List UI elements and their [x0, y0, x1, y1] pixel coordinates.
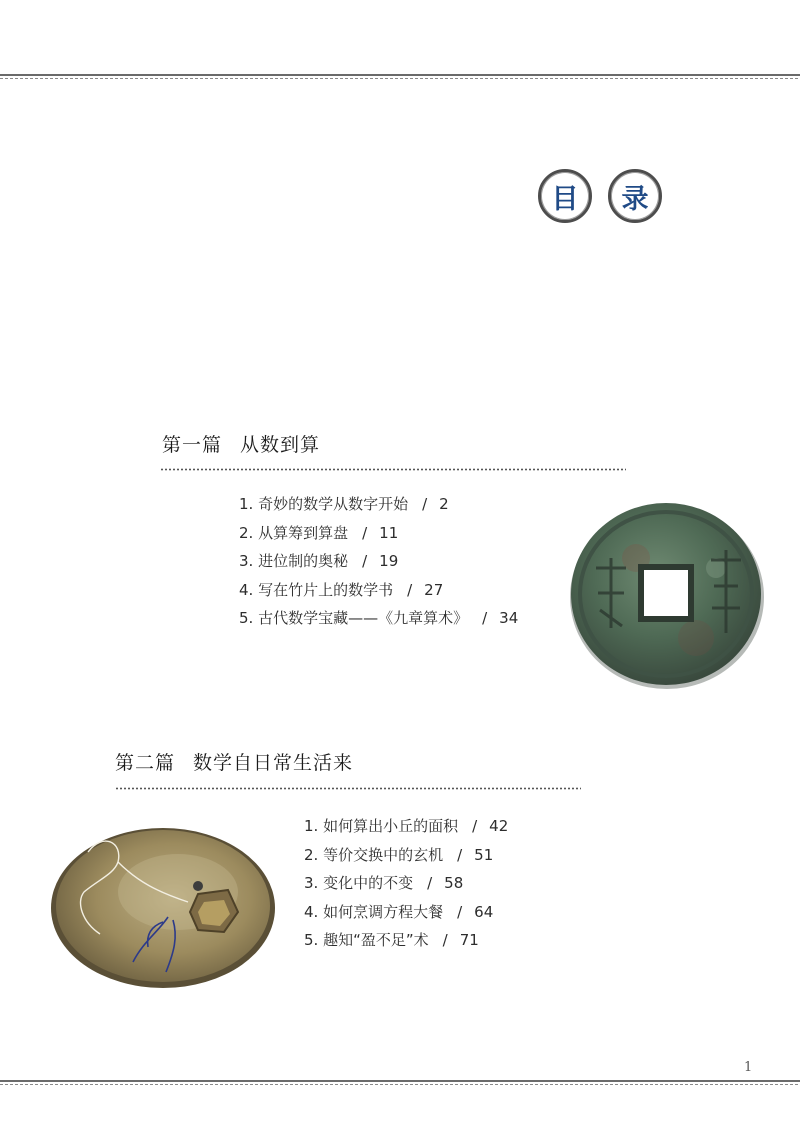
toc-entry[interactable]	[239, 576, 518, 605]
entry-page: 51	[474, 845, 494, 864]
toc-entry[interactable]	[239, 519, 518, 548]
page-number: 1	[744, 1060, 753, 1075]
section-2-divider	[115, 787, 581, 790]
section-1-heading	[162, 430, 320, 457]
entry-separator: /	[457, 845, 463, 864]
bottom-rule	[0, 1080, 800, 1087]
entry-label: 2. 等价交换中的玄机	[304, 845, 444, 864]
toc-entry[interactable]	[304, 841, 508, 870]
section-2-name: 数学自日常生活来	[193, 752, 354, 774]
brass-scale-pan-image	[48, 822, 278, 990]
section-1-divider	[160, 468, 626, 471]
entry-page: 64	[474, 902, 494, 921]
entry-page: 2	[439, 495, 449, 513]
entry-separator: /	[407, 580, 413, 599]
entry-page: 11	[379, 523, 399, 542]
entry-separator: /	[442, 931, 448, 949]
section-1-list	[239, 490, 518, 633]
entry-label: 4. 如何烹调方程大餐	[304, 902, 444, 921]
entry-page: 27	[424, 580, 444, 599]
entry-separator: /	[362, 523, 368, 542]
entry-page: 71	[459, 931, 479, 949]
toc-entry[interactable]	[239, 604, 518, 633]
toc-entry[interactable]	[304, 812, 508, 841]
toc-entry[interactable]	[239, 490, 518, 519]
section-2-number: 第二篇	[115, 752, 176, 774]
section-2-heading	[115, 748, 353, 775]
entry-page: 34	[499, 609, 519, 627]
top-rule	[0, 74, 800, 81]
entry-separator: /	[427, 874, 433, 892]
entry-label: 2. 从算筹到算盘	[239, 523, 349, 542]
toc-entry[interactable]	[304, 898, 508, 927]
entry-label: 5. 趣知“盈不足”术	[304, 931, 429, 949]
entry-label: 1. 奇妙的数学从数字开始	[239, 495, 409, 513]
toc-entry[interactable]	[304, 869, 508, 898]
entry-separator: /	[482, 609, 488, 627]
entry-separator: /	[472, 817, 478, 835]
toc-entry[interactable]	[239, 547, 518, 576]
entry-page: 19	[379, 552, 399, 570]
ancient-coin-image	[566, 498, 768, 692]
entry-label: 1. 如何算出小丘的面积	[304, 817, 459, 835]
entry-separator: /	[362, 552, 368, 570]
entry-label: 3. 进位制的奥秘	[239, 552, 349, 570]
toc-title	[538, 169, 662, 223]
entry-label: 4. 写在竹片上的数学书	[239, 580, 394, 599]
entry-separator: /	[422, 495, 428, 513]
title-char-2: 录	[608, 169, 662, 223]
entry-page: 42	[489, 817, 509, 835]
section-2-list	[304, 812, 508, 955]
section-1-number: 第一篇	[162, 434, 223, 456]
title-char-1: 目	[538, 169, 592, 223]
entry-separator: /	[457, 902, 463, 921]
toc-entry[interactable]	[304, 926, 508, 955]
entry-label: 3. 变化中的不变	[304, 874, 414, 892]
entry-label: 5. 古代数学宝藏——《九章算术》	[239, 609, 469, 627]
section-1-name: 从数到算	[240, 434, 321, 456]
entry-page: 58	[444, 874, 464, 892]
